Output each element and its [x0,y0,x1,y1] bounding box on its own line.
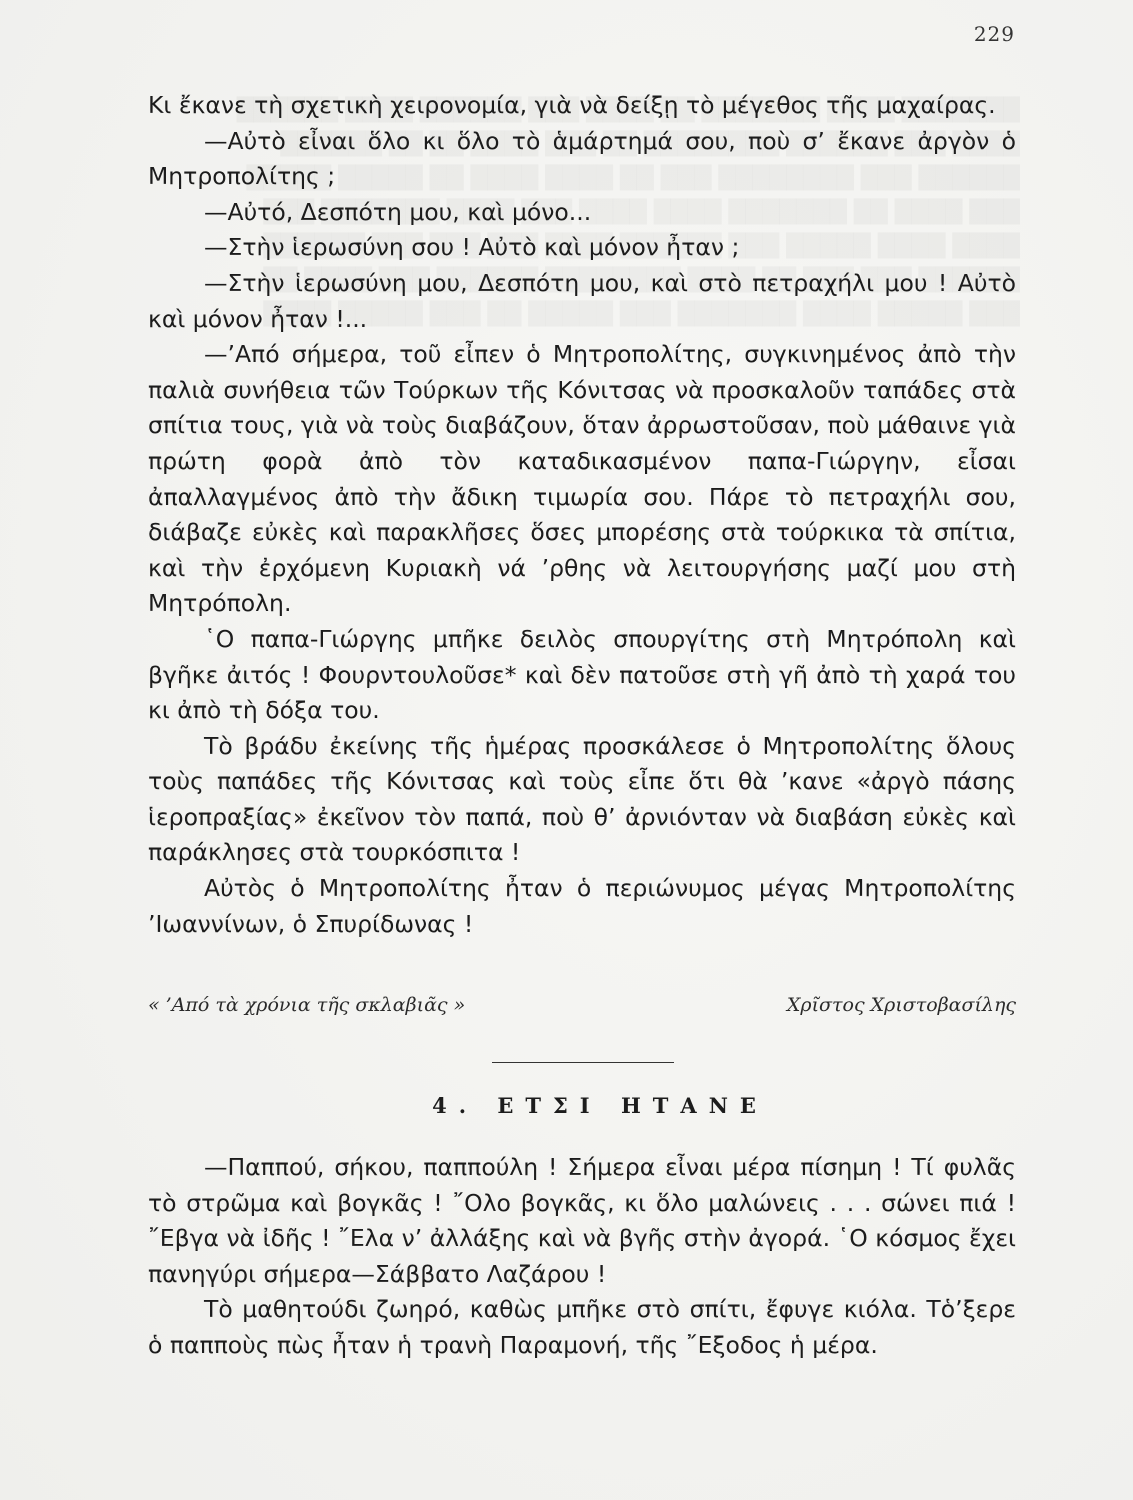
dialogue-line: —Παππού, σήκου, παππούλη ! Σήμερα εἶναι μέρα πίσημη ! Τί φυλᾶς τὸ στρῶμα καὶ βογκᾶς ! ῎Ολο βογκᾶς, κι ὅλο μαλώνεις . . . σώνει πιά ! ῎Εβγα νὰ ἰδῆς ! ῎Ελα ν’ ἀλλάξης καὶ νὰ βγῆς στὴν ἀγορά. ῾Ο κόσμος ἔχει πανηγύρι σήμερα—Σάββατο Λαζάρου ! [148,1153,1016,1288]
paragraph: Τὸ βράδυ ἐκείνης τῆς ἡμέρας προσκάλεσε ὁ Μητροπολίτης ὅλους τοὺς παπάδες τῆς Κόνιτσας καὶ τοὺς εἶπε ὅτι θὰ ’κανε «ἀργὸ πάσης ἱεροπραξίας» ἐκεῖνον τὸν παπά, ποὺ θ’ ἀρνιόνταν νὰ διαβάση εὐκὲς καὶ παράκλησες στὰ τουρκόσπιτα ! [148,731,1016,867]
source-title: « ’Από τὰ χρόνια τῆς σκλαβιᾶς » [148,994,466,1016]
dialogue-line: —Στὴν ἱερωσύνη μου, Δεσπότη μου, καὶ στὸ πετραχήλι μου ! Αὐτὸ καὶ μόνον ἦταν !... [148,268,1016,333]
section-heading: 4. ΕΤΣΙ ΗΤΑΝΕ [432,1093,768,1118]
dialogue-line: —’Από σήμερα, τοῦ εἶπεν ὁ Μητροπολίτης, συγκινημένος ἀπὸ τὴν παλιὰ συνήθεια τῶν Τούρκων τῆς Κόνιτσας νὰ προσκαλοῦν ταπάδες στὰ σπίτια τους, γιὰ νὰ τοὺς διαβάζουν, ὅταν ἀρρωστοῦσαν, ποὺ μάθαινε γιὰ πρώτη φορὰ ἀπὸ τὸν καταδικασμένον παπα-Γιώργην, εἶσαι ἀπαλλαγμένος ἀπὸ τὴν ἄδικη τιμωρία σου. Πάρε τὸ πετραχήλι σου, διάβαζε εὐκὲς καὶ παρακλῆσες ὅσες μπορέσης στὰ τούρκικα τὰ σπίτια, καὶ τὴν ἐρχόμενη Κυριακὴ νά ’ρθης νὰ λειτουργήσης μαζί μου στὴ Μητρόπολη. [148,340,1016,618]
paragraph: Αὐτὸς ὁ Μητροπολίτης ἦταν ὁ περιώνυμος μέγας Μητροπολίτης ’Ιωαννίνων, ὁ Σπυρίδωνας ! [148,874,1016,938]
section-text-block [148,1150,1016,1364]
dialogue-line: —Στὴν ἱερωσύνη σου ! Αὐτὸ καὶ μόνον ἦταν ; [204,233,740,262]
dialogue-line: —Αὐτὸ εἶναι ὅλο κι ὅλο τὸ ἁμάρτημά σου, ποὺ σ’ ἔκανε ἀργὸν ὁ Μητροπολίτης ; [148,126,1016,191]
paragraph: ῾Ο παπα-Γιώργης μπῆκε δειλὸς σπουργίτης στὴ Μητρόπολη καὶ βγῆκε ἀιτός ! Φουρντουλοῦσε* καὶ δὲν πατοῦσε στὴ γῆ ἀπὸ τὴ χαρά του κι ἀπὸ τὴ δόξα του. [148,624,1016,725]
main-text-block [148,88,1016,942]
paragraph: Τὸ μαθητούδι ζωηρό, καθὼς μπῆκε στὸ σπίτι, ἔφυγε κιόλα. Τὁ’ξερε ὁ παπποὺς πὼς ἦταν ἡ τρανὴ Παραμονή, τῆς ῎Εξοδος ἡ μέρα. [148,1295,1016,1359]
paragraph: Κι ἔκανε τὴ σχετικὴ χειρονομία, γιὰ νὰ δείξῃ τὸ μέγεθος τῆς μαχαίρας. [148,91,996,119]
section-divider [492,1062,674,1063]
dialogue-line: —Αὐτό, Δεσπότη μου, καὶ μόνο... [204,197,592,226]
page-number: 229 [973,22,1015,46]
author-name: Χρῖστος Χριστοβασίλης [786,994,1016,1016]
attribution [148,994,1016,1016]
